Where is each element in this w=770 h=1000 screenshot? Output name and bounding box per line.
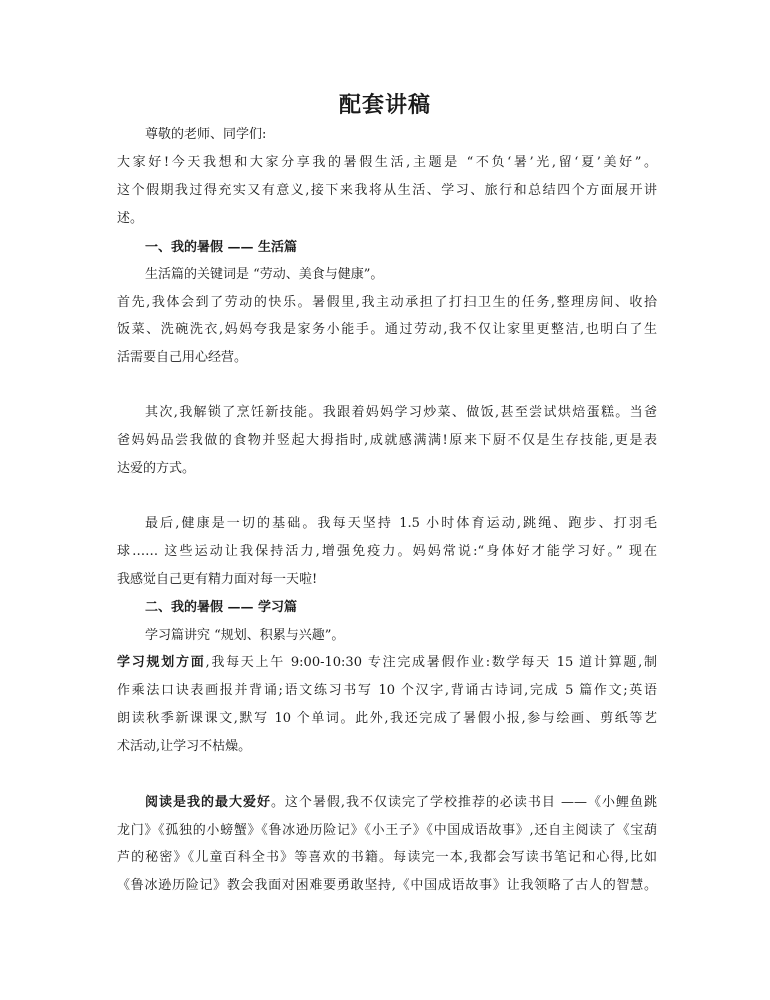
section2-plan-line-4: 术活动,让学习不枯燥。 [117,739,252,754]
section2-plan-line-3: 朗读秋季新课课文,默写 10 个单词。此外,我还完成了暑假小报,参与绘画、剪纸等艺 [117,711,657,726]
section1-para2-line-1: 其次,我解锁了烹饪新技能。我跟着妈妈学习炒菜、做饭,甚至尝试烘焙蛋糕。当爸 [145,405,657,420]
section2-reading-line-1 [145,793,657,813]
section1-para2-line-3: 达爱的方式。 [117,461,196,476]
section1-para2-line-2: 爸妈妈品尝我做的食物并竖起大拇指时,成就感满满!原来下厨不仅是生存技能,更是表 [117,433,657,448]
section2-plan-line-2: 作乘法口诀表画报并背诵;语文练习书写 10 个汉字,背诵古诗词,完成 5 篇作文;英语 [117,683,657,698]
page-title: 配套讲稿 [338,92,431,118]
section2-reading-line-2: 龙门》《孤独的小螃蟹》《鲁冰逊历险记》《小王子》《中国成语故事》,还自主阅读了《宝葫 [117,823,657,838]
section2-plan-line-1 [117,653,657,673]
plan-lead: 学习规划方面 [117,655,206,670]
section1-para1-line-2: 饭菜、洗碗洗衣,妈妈夸我是家务小能手。通过劳动,我不仅让家里更整洁,也明白了生 [117,322,657,337]
section1-para3-line-3: 我感觉自己更有精力面对每一天啦! [117,572,318,587]
plan-line-1-rest: ,我每天上午 9:00-10:30 专注完成暑假作业:数学每天 15 道计算题,制 [205,655,657,670]
section2-reading-line-4: 《鲁冰逊历险记》教会我面对困难要勇敢坚持,《中国成语故事》让我领略了古人的智慧。 [117,878,657,893]
section1-para3-line-1: 最后,健康是一切的基础。我每天坚持 1.5 小时体育运动,跳绳、跑步、打羽毛 [145,516,657,531]
reading-line-1-rest: 。这个暑假,我不仅读完了学校推荐的必读书目 ——《小鲤鱼跳 [270,795,657,810]
intro-line-2: 这个假期我过得充实又有意义,接下来我将从生活、学习、旅行和总结四个方面展开讲 [117,183,657,198]
section1-keyword: 生活篇的关键词是 “劳动、美食与健康”。 [145,267,384,282]
intro-line-1: 大家好!今天我想和大家分享我的暑假生活,主题是 “不负‘暑’光,留‘夏’美好”。 [117,155,657,170]
section2-heading: 二、我的暑假 —— 学习篇 [145,600,298,615]
section2-keyword: 学习篇讲究 “规划、积累与兴趣”。 [145,628,345,643]
section2-reading-line-3: 芦的秘密》《儿童百科全书》等喜欢的书籍。每读完一本,我都会写读书笔记和心得,比如 [117,850,657,865]
reading-lead: 阅读是我的最大爱好 [145,795,271,810]
greeting: 尊敬的老师、同学们: [145,127,267,142]
intro-line-3: 述。 [117,211,144,226]
section1-heading: 一、我的暑假 —— 生活篇 [145,240,298,255]
section1-para3-line-2: 球…… 这些运动让我保持活力,增强免疫力。妈妈常说:“身体好才能学习好。” 现在 [117,544,657,559]
section1-para1-line-1: 首先,我体会到了劳动的快乐。暑假里,我主动承担了打扫卫生的任务,整理房间、收拾 [117,295,657,310]
section1-para1-line-3: 活需要自己用心经营。 [117,350,248,365]
